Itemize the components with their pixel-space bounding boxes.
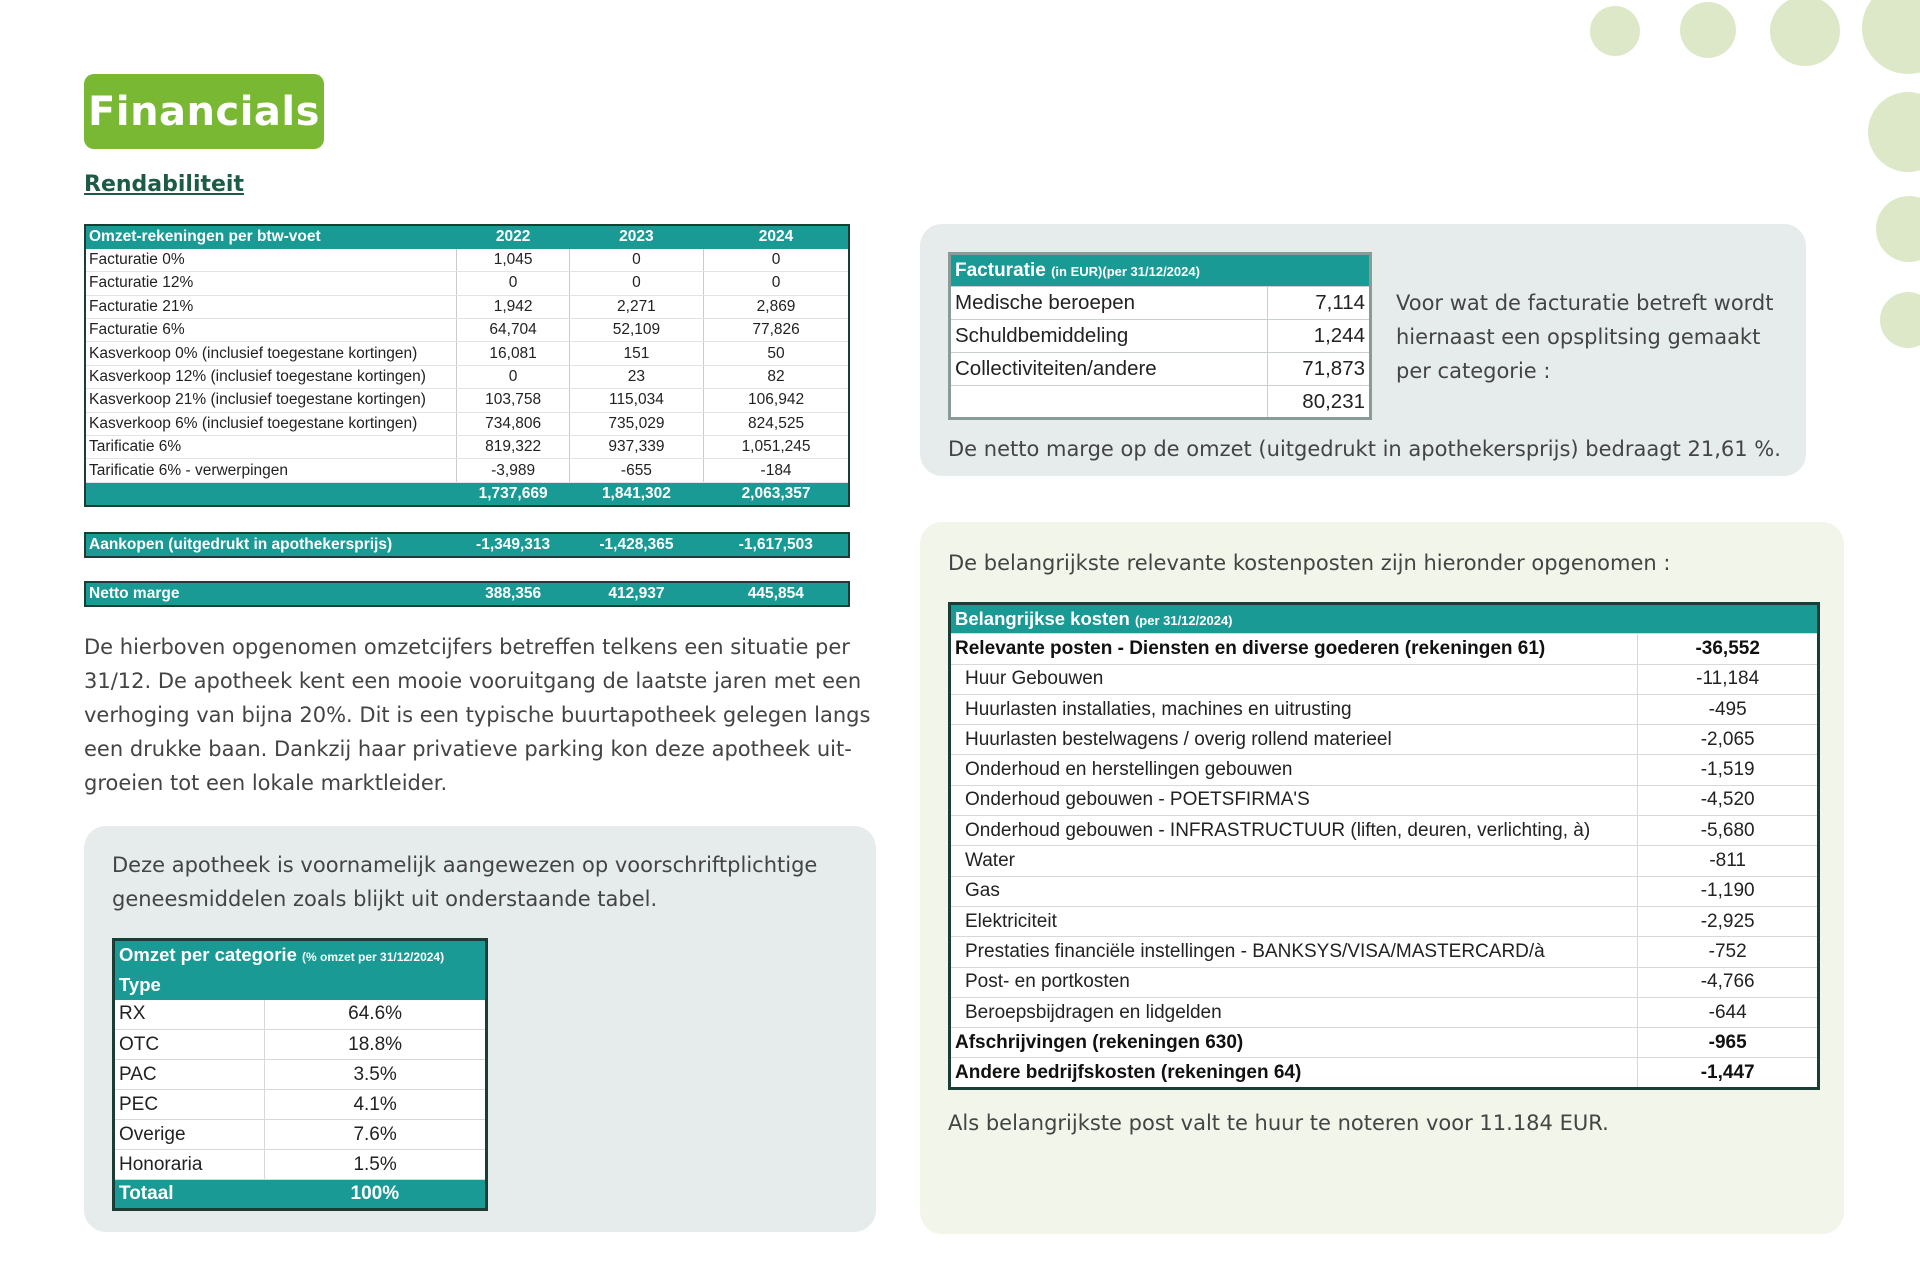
table-total-row: [85, 482, 849, 505]
table-row: [114, 1090, 487, 1120]
categorie-type-label: Type: [114, 970, 487, 1000]
kosten-item: Huurlasten bestelwagens / overig rollend materieel: [950, 725, 1638, 755]
kosten-item: Beroepsbijdragen en lidgelden: [950, 997, 1638, 1027]
table-cell-label: Kasverkoop 6% (inclusief toegestane kortingen): [85, 412, 457, 435]
table-cell-value: 0: [457, 272, 569, 295]
table-cell-value: -655: [569, 459, 703, 482]
table-cell-value: 735,029: [569, 412, 703, 435]
table-row: [950, 694, 1819, 724]
kosten-item: Huurlasten installaties, machines en uitrusting: [950, 694, 1638, 724]
table-row: [950, 816, 1819, 846]
netto-marge-value: 388,356: [457, 582, 569, 606]
decor-dot: [1876, 196, 1920, 262]
table-header-cell: 2023: [569, 225, 703, 248]
netto-marge-value: 412,937: [569, 582, 703, 606]
facturatie-total: 80,231: [1268, 386, 1371, 419]
table-header-row: [114, 970, 487, 1000]
aankopen-row: [84, 532, 850, 558]
kosten-amount: -4,520: [1638, 785, 1819, 815]
total-cell: 1,841,302: [569, 482, 703, 505]
table-cell-label: Kasverkoop 0% (inclusief toegestane kortingen): [85, 342, 457, 365]
kosten-item: Gas: [950, 876, 1638, 906]
facturatie-category: Schuldbemiddeling: [950, 320, 1268, 353]
categorie-type: OTC: [114, 1030, 265, 1060]
table-cell-value: 0: [569, 248, 703, 271]
table-cell-value: 0: [704, 248, 849, 271]
table-cell-value: 2,271: [569, 295, 703, 318]
categorie-total-label: Totaal: [114, 1180, 265, 1210]
kosten-amount: -644: [1638, 997, 1819, 1027]
kosten-amount: -752: [1638, 937, 1819, 967]
table-cell-label: Tarificatie 6%: [85, 436, 457, 459]
table-cell-label: Facturatie 6%: [85, 319, 457, 342]
table-cell-value: 937,339: [569, 436, 703, 459]
kosten-intro: De belangrijkste relevante kostenposten zijn hieronder opgenomen :: [948, 551, 1671, 575]
kosten-item: Afschrijvingen (rekeningen 630): [950, 1028, 1638, 1058]
table-row: [950, 320, 1371, 353]
table-row: [950, 287, 1371, 320]
table-header-row: [114, 940, 487, 970]
kosten-item: Andere bedrijfskosten (rekeningen 64): [950, 1058, 1638, 1088]
kosten-amount: -2,925: [1638, 906, 1819, 936]
table-cell-value: 734,806: [457, 412, 569, 435]
table-cell-value: 52,109: [569, 319, 703, 342]
table-cell-label: Tarificatie 6% - verwerpingen: [85, 459, 457, 482]
table-row: [950, 967, 1819, 997]
decor-dot: [1770, 0, 1840, 66]
facturatie-category: Collectiviteiten/andere: [950, 353, 1268, 386]
table-row: [950, 353, 1371, 386]
facturatie-side-text: Voor wat de facturatie betreft wordt hiernaast een opsplitsing gemaakt per categorie :: [1396, 291, 1774, 383]
kosten-item: Prestaties financiële instellingen - BANKSYS/VISA/MASTERCARD/à: [950, 937, 1638, 967]
page-title-badge: Financials: [84, 74, 324, 149]
empty-cell: [950, 386, 1268, 419]
table-cell-value: 115,034: [569, 389, 703, 412]
table-cell-value: 824,525: [704, 412, 849, 435]
section-heading: Rendabiliteit: [84, 172, 244, 197]
kosten-item: Water: [950, 846, 1638, 876]
table-row: [114, 1000, 487, 1030]
table-cell-label: Facturatie 0%: [85, 248, 457, 271]
aankopen-value: -1,349,313: [457, 533, 569, 557]
kosten-table: [948, 602, 1820, 1090]
facturatie-amount: 7,114: [1268, 287, 1371, 320]
table-header-row: [85, 225, 849, 248]
categorie-percentage: 7.6%: [265, 1120, 487, 1150]
categorie-type: PEC: [114, 1090, 265, 1120]
decor-dot: [1862, 0, 1920, 74]
table-cell-value: 1,942: [457, 295, 569, 318]
table-cell-label: Facturatie 12%: [85, 272, 457, 295]
table-cell-value: -3,989: [457, 459, 569, 482]
table-cell-value: 103,758: [457, 389, 569, 412]
categorie-percentage: 18.8%: [265, 1030, 487, 1060]
aankopen-value: -1,428,365: [569, 533, 703, 557]
table-row: [950, 906, 1819, 936]
table-row: [950, 755, 1819, 785]
table-row: [85, 295, 849, 318]
aankopen-label: Aankopen (uitgedrukt in apothekersprijs): [85, 533, 457, 557]
kosten-amount: -1,447: [1638, 1058, 1819, 1088]
total-cell: [85, 482, 457, 505]
netto-marge-value: 445,854: [704, 582, 849, 606]
categorie-type: RX: [114, 1000, 265, 1030]
table-cell-value: 77,826: [704, 319, 849, 342]
facturatie-title: Facturatie (in EUR)(per 31/12/2024): [950, 254, 1371, 287]
decor-dot: [1590, 6, 1640, 56]
table-row: [85, 248, 849, 271]
kosten-amount: -5,680: [1638, 816, 1819, 846]
table-cell-label: Kasverkoop 21% (inclusief toegestane kortingen): [85, 389, 457, 412]
netto-marge-text: De netto marge op de omzet (uitgedrukt in apothekersprijs) bedraagt 21,61 %.: [948, 437, 1781, 461]
table-row: [950, 664, 1819, 694]
table-cell-value: 2,869: [704, 295, 849, 318]
aankopen-value: -1,617,503: [704, 533, 849, 557]
table-row: [950, 937, 1819, 967]
table-row: [950, 846, 1819, 876]
table-total-row: [950, 386, 1371, 419]
table-cell-label: Kasverkoop 12% (inclusief toegestane kortingen): [85, 365, 457, 388]
categorie-percentage: 3.5%: [265, 1060, 487, 1090]
table-cell-value: 1,045: [457, 248, 569, 271]
kosten-amount: -36,552: [1638, 634, 1819, 664]
total-cell: 2,063,357: [704, 482, 849, 505]
kosten-amount: -1,190: [1638, 876, 1819, 906]
decor-dot: [1880, 292, 1920, 348]
table-row: [85, 342, 849, 365]
categorie-percentage: 64.6%: [265, 1000, 487, 1030]
table-cell-value: 1,051,245: [704, 436, 849, 459]
table-cell-value: 106,942: [704, 389, 849, 412]
table-row: [114, 1150, 487, 1180]
table-header-row: [950, 254, 1371, 287]
decor-dot: [1868, 92, 1920, 172]
kosten-amount: -965: [1638, 1028, 1819, 1058]
table-row: [950, 634, 1819, 664]
kosten-item: Post- en portkosten: [950, 967, 1638, 997]
table-row: [950, 1058, 1819, 1088]
kosten-item: Onderhoud gebouwen - INFRASTRUCTUUR (liften, deuren, verlichting, à): [950, 816, 1638, 846]
table-cell-value: 0: [569, 272, 703, 295]
table-cell-label: Facturatie 21%: [85, 295, 457, 318]
table-row: [85, 272, 849, 295]
categorie-table: [112, 938, 488, 1211]
table-row: [950, 725, 1819, 755]
table-row: [950, 876, 1819, 906]
facturatie-category: Medische beroepen: [950, 287, 1268, 320]
decor-dot: [1680, 2, 1736, 58]
categorie-percentage: 4.1%: [265, 1090, 487, 1120]
table-row: [85, 412, 849, 435]
kosten-amount: -4,766: [1638, 967, 1819, 997]
table-cell-value: -184: [704, 459, 849, 482]
table-row: [114, 1120, 487, 1150]
table-row: [85, 459, 849, 482]
facturatie-amount: 1,244: [1268, 320, 1371, 353]
kosten-item: Onderhoud gebouwen - POETSFIRMA'S: [950, 785, 1638, 815]
table-row: [950, 997, 1819, 1027]
table-cell-value: 50: [704, 342, 849, 365]
categorie-title: Omzet per categorie (% omzet per 31/12/2024): [114, 940, 487, 970]
table-row: [950, 1028, 1819, 1058]
table-row: [85, 319, 849, 342]
table-cell-value: 819,322: [457, 436, 569, 459]
kosten-item: Onderhoud en herstellingen gebouwen: [950, 755, 1638, 785]
kosten-title: Belangrijkse kosten (per 31/12/2024): [950, 604, 1819, 634]
kosten-item: Relevante posten - Diensten en diverse goederen (rekeningen 61): [950, 634, 1638, 664]
table-cell-value: 0: [457, 365, 569, 388]
table-cell-value: 16,081: [457, 342, 569, 365]
categorie-percentage: 1.5%: [265, 1150, 487, 1180]
table-header-row: [950, 604, 1819, 634]
kosten-item: Elektriciteit: [950, 906, 1638, 936]
table-cell-value: 64,704: [457, 319, 569, 342]
omzet-table: [84, 224, 850, 507]
table-header-cell: 2022: [457, 225, 569, 248]
kosten-amount: -1,519: [1638, 755, 1819, 785]
table-row: [85, 436, 849, 459]
table-total-row: [114, 1180, 487, 1210]
table-row: [85, 389, 849, 412]
kosten-footer: Als belangrijkste post valt te huur te noteren voor 11.184 EUR.: [948, 1111, 1609, 1135]
kosten-item: Huur Gebouwen: [950, 664, 1638, 694]
table-row: [114, 1060, 487, 1090]
categorie-total-value: 100%: [265, 1180, 487, 1210]
table-cell-value: 0: [704, 272, 849, 295]
omzet-description: De hierboven opgenomen omzetcijfers betreffen telkens een situatie per 31/12. De apotheek kent een mooie vooruitgang de laatste jaren met een verhoging van bijna 20%. Dit is een typische buurtapotheek gelegen langs een drukke baan. Dankzij haar privatieve parking kon deze apotheek uit-groeien tot een lokale marktleider.: [84, 635, 871, 795]
table-header-cell: 2024: [704, 225, 849, 248]
table-row: [950, 785, 1819, 815]
categorie-type: PAC: [114, 1060, 265, 1090]
table-cell-value: 151: [569, 342, 703, 365]
categorie-intro: Deze apotheek is voornamelijk aangewezen op voorschriftplichtige geneesmiddelen zoals blijkt uit onderstaande tabel.: [112, 853, 818, 911]
table-cell-value: 23: [569, 365, 703, 388]
table-cell-value: 82: [704, 365, 849, 388]
facturatie-table: [948, 252, 1372, 420]
netto-marge-label: Netto marge: [85, 582, 457, 606]
kosten-amount: -495: [1638, 694, 1819, 724]
categorie-type: Overige: [114, 1120, 265, 1150]
table-header-cell: Omzet-rekeningen per btw-voet: [85, 225, 457, 248]
facturatie-amount: 71,873: [1268, 353, 1371, 386]
kosten-amount: -11,184: [1638, 664, 1819, 694]
table-row: [85, 365, 849, 388]
kosten-amount: -2,065: [1638, 725, 1819, 755]
kosten-amount: -811: [1638, 846, 1819, 876]
categorie-type: Honoraria: [114, 1150, 265, 1180]
total-cell: 1,737,669: [457, 482, 569, 505]
netto-marge-row: [84, 581, 850, 607]
table-row: [114, 1030, 487, 1060]
